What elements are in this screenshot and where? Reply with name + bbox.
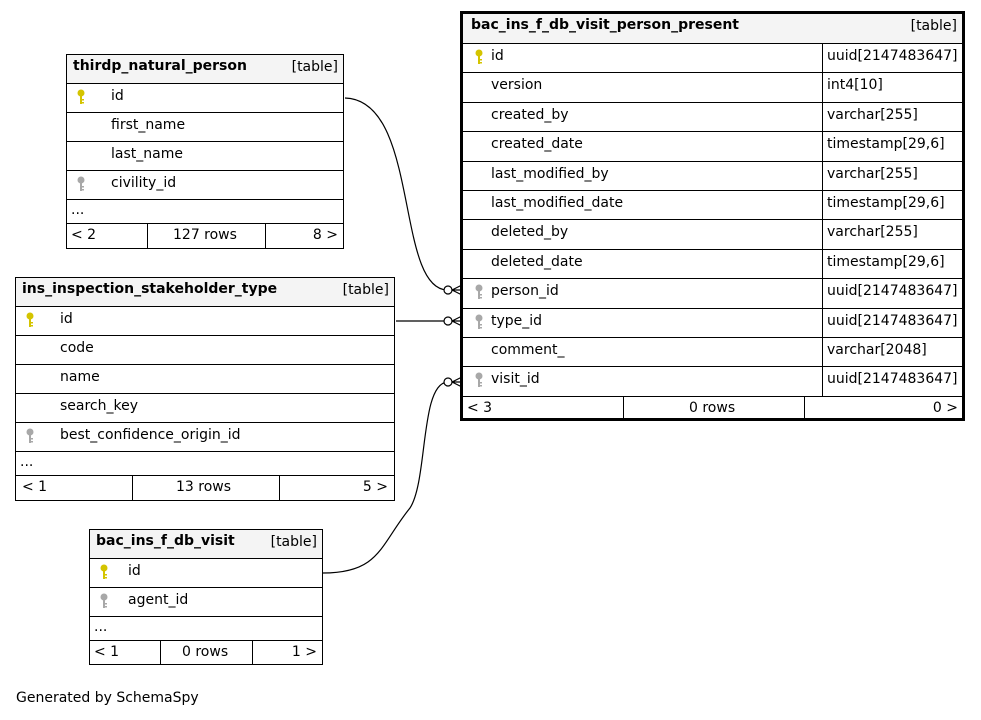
column-name: last_name (111, 146, 183, 162)
children-count[interactable]: 5 > (362, 479, 388, 495)
primary-key-icon (26, 312, 34, 332)
column-type-cell (822, 367, 962, 395)
column-row[interactable] (90, 588, 322, 617)
link-person (345, 98, 447, 290)
column-list (463, 44, 962, 397)
more-indicator: ... (20, 454, 34, 470)
column-row[interactable] (16, 423, 394, 452)
column-type-cell (822, 279, 962, 307)
row-count: 13 rows (176, 479, 232, 495)
table-name: thirdp_natural_person (73, 58, 247, 74)
table-header (90, 530, 322, 559)
column-type-cell (822, 44, 962, 72)
more-indicator: ... (94, 619, 108, 635)
column-name: search_key (60, 398, 139, 414)
column-name: id (128, 563, 141, 579)
column-row[interactable] (463, 338, 962, 367)
parents-count[interactable]: < 3 (467, 399, 493, 416)
column-name: civility_id (111, 175, 177, 191)
column-row[interactable] (463, 73, 962, 102)
table-header (16, 278, 394, 307)
primary-key-icon (100, 564, 108, 584)
row-count: 0 rows (689, 399, 736, 416)
column-name: first_name (111, 117, 186, 133)
column-name: id (60, 311, 73, 327)
column-name: type_id (491, 312, 543, 329)
foreign-key-icon (475, 372, 483, 392)
column-type: timestamp[29,6] (827, 136, 945, 153)
column-row[interactable] (463, 309, 962, 338)
column-row[interactable] (463, 220, 962, 249)
column-row[interactable] (463, 103, 962, 132)
foreign-key-icon (475, 284, 483, 304)
column-type-cell (822, 132, 962, 160)
column-type: timestamp[29,6] (827, 253, 945, 270)
column-name: code (60, 340, 94, 356)
column-row[interactable] (16, 336, 394, 365)
children-count[interactable]: 8 > (312, 227, 338, 243)
column-type-cell (822, 162, 962, 190)
column-type: uuid[2147483647] (827, 371, 958, 388)
more-indicator: ... (71, 202, 85, 218)
column-type: varchar[255] (827, 165, 918, 182)
table-ins-inspection-stakeholder-type[interactable] (15, 277, 395, 501)
column-name: id (491, 48, 504, 64)
row-count: 127 rows (173, 227, 237, 243)
column-name: agent_id (128, 592, 189, 608)
column-name: person_id (491, 283, 559, 300)
column-type-cell (822, 103, 962, 131)
column-type: varchar[2048] (827, 341, 927, 358)
column-name: deleted_date (491, 253, 583, 270)
column-type: uuid[2147483647] (827, 48, 958, 64)
table-name: bac_ins_f_db_visit (96, 533, 235, 549)
column-name: best_confidence_origin_id (60, 427, 241, 443)
column-type-cell (822, 191, 962, 219)
optional-marker (444, 378, 452, 386)
children-count[interactable]: 0 > (932, 399, 958, 416)
more-columns (67, 200, 343, 224)
column-row[interactable] (67, 171, 343, 200)
primary-key-icon (77, 89, 85, 109)
table-bac-ins-f-db-visit-person-present[interactable] (460, 11, 965, 421)
column-row[interactable] (463, 367, 962, 396)
foreign-key-icon (26, 428, 34, 448)
table-thirdp-natural-person[interactable] (66, 54, 344, 249)
optional-marker (444, 317, 452, 325)
column-row[interactable] (463, 44, 962, 73)
column-row[interactable] (463, 162, 962, 191)
generator-credit: Generated by SchemaSpy (16, 690, 199, 706)
table-kind: [table] (291, 59, 338, 75)
column-name: last_modified_by (491, 165, 609, 182)
column-name: visit_id (491, 371, 540, 388)
parents-count[interactable]: < 2 (71, 227, 97, 243)
primary-key-icon (475, 49, 483, 69)
column-row[interactable] (67, 84, 343, 113)
foreign-key-icon (475, 314, 483, 334)
column-row[interactable] (16, 307, 394, 336)
column-row[interactable] (16, 394, 394, 423)
column-row[interactable] (90, 559, 322, 588)
column-row[interactable] (16, 365, 394, 394)
optional-marker (444, 286, 452, 294)
column-name: created_by (491, 106, 569, 123)
table-kind: [table] (342, 282, 389, 298)
column-type: varchar[255] (827, 224, 918, 241)
column-name: id (111, 88, 124, 104)
column-type: timestamp[29,6] (827, 194, 945, 211)
table-name: ins_inspection_stakeholder_type (22, 281, 278, 297)
column-type-cell (822, 220, 962, 248)
column-type-cell (822, 338, 962, 366)
table-name: bac_ins_f_db_visit_person_present (471, 17, 739, 33)
column-name: created_date (491, 136, 583, 153)
column-row[interactable] (463, 191, 962, 220)
more-columns (90, 617, 322, 641)
column-name: name (60, 369, 100, 385)
table-header (463, 14, 962, 44)
column-name: comment_ (491, 341, 565, 358)
column-row[interactable] (67, 113, 343, 142)
column-type: varchar[255] (827, 106, 918, 123)
table-footer (67, 224, 343, 248)
table-kind: [table] (270, 534, 317, 550)
table-footer (16, 476, 394, 500)
column-type: int4[10] (827, 77, 883, 94)
column-name: version (491, 77, 543, 94)
parents-count[interactable]: < 1 (94, 644, 120, 660)
column-type-cell (822, 73, 962, 101)
column-name: last_modified_date (491, 194, 624, 211)
column-row[interactable] (463, 250, 962, 279)
table-bac-ins-f-db-visit[interactable] (89, 529, 323, 665)
table-header (67, 55, 343, 84)
parents-count[interactable]: < 1 (22, 479, 48, 495)
table-footer (90, 641, 322, 665)
column-row[interactable] (67, 142, 343, 171)
more-columns (16, 452, 394, 476)
column-row[interactable] (463, 132, 962, 161)
column-row[interactable] (463, 279, 962, 308)
column-type: uuid[2147483647] (827, 312, 958, 329)
foreign-key-icon (100, 593, 108, 613)
row-count: 0 rows (182, 644, 229, 660)
table-footer (463, 397, 962, 421)
column-name: deleted_by (491, 224, 569, 241)
table-kind: [table] (910, 18, 957, 34)
column-type-cell (822, 250, 962, 278)
children-count[interactable]: 1 > (291, 644, 317, 660)
column-type-cell (822, 309, 962, 337)
foreign-key-icon (77, 176, 85, 196)
column-type: uuid[2147483647] (827, 283, 958, 300)
